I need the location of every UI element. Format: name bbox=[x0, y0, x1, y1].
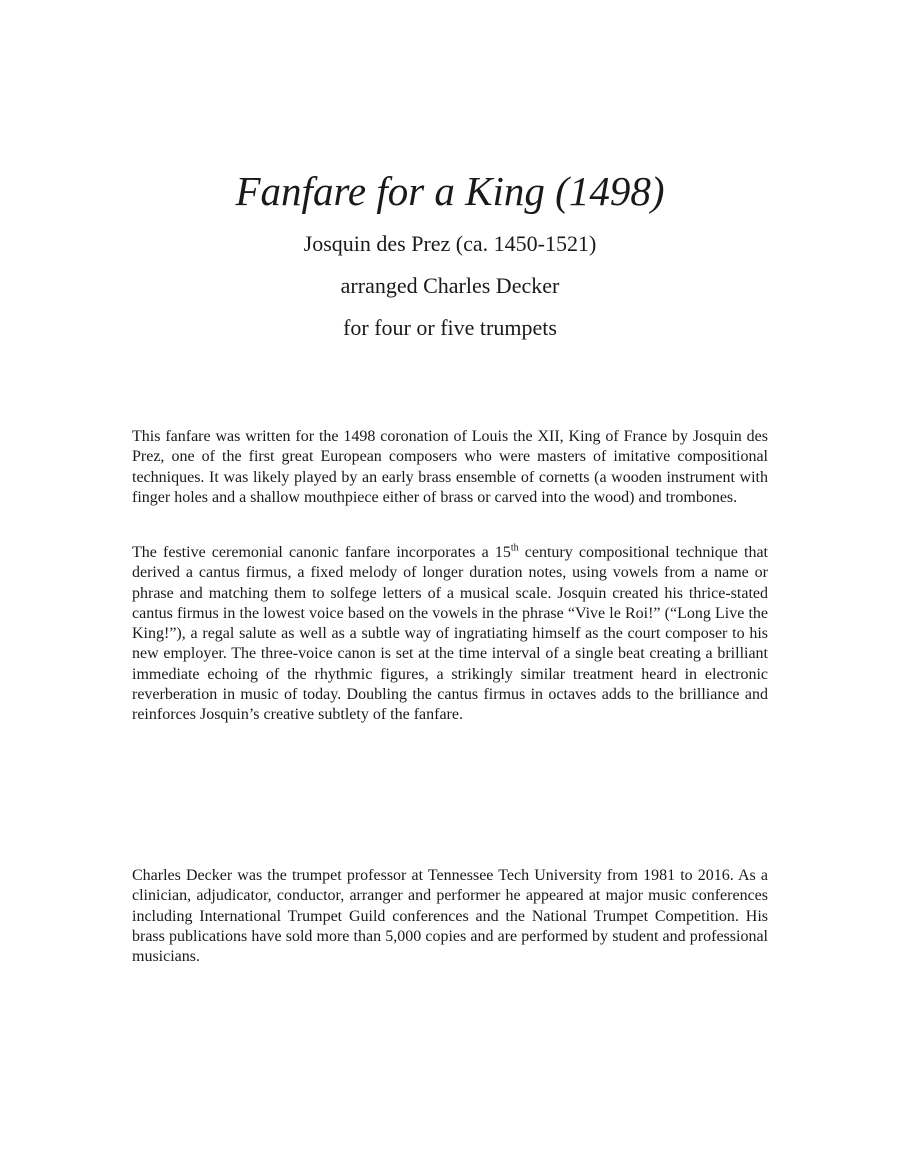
canon-text-start: The festive ceremonial canonic fanfare incorporates a 15 bbox=[132, 544, 511, 561]
ordinal-superscript: th bbox=[510, 542, 519, 554]
history-paragraph: This fanfare was written for the 1498 coronation of Louis the XII, King of France by Josquin des Prez, one of the first great European composers who were masters of imitative compositional techniques. It was likely played by an early brass ensemble of cornetts (a wooden instrument with finger holes and a shallow mouthpiece either of brass or carved into the wood) and trombones. bbox=[132, 428, 768, 506]
composer-line: Josquin des Prez (ca. 1450-1521) bbox=[303, 231, 597, 256]
canon-text-rest: century compositional technique that derived a cantus firmus, a fixed melody of longer duration notes, using vowels from a name or phrase and matching them to solfege letters of a musical scale. Josquin created his thrice-stated cantus firmus in the lowest voice based on the vowels in the phrase “Vive le Roi!” (“Long Live the King!”), a regal salute as well as a subtle way of ingratiating himself as the court composer to his new employer. The three-voice canon is set at the time interval of a single beat creating a brilliant immediate echoing of the rhythmic figures, a strikingly similar treatment heard in electronic reverberation in music of today. Doubling the cantus firmus in octaves adds to the brilliance and reinforces Josquin’s creative subtlety of the fanfare. bbox=[132, 544, 769, 724]
instrumentation-line: for four or five trumpets bbox=[343, 315, 557, 340]
arranger-bio-paragraph: Charles Decker was the trumpet professor at Tennessee Tech University from 1981 to 2016. As a clinician, adjudicator, conductor, arranger and performer he appeared at major music conferences including International Trumpet Guild conferences and the National Trumpet Competition. His brass publications have sold more than 5,000 copies and are performed by student and professional musicians. bbox=[132, 867, 768, 966]
page-title: Fanfare for a King (1498) bbox=[235, 168, 665, 214]
canon-paragraph bbox=[132, 543, 768, 726]
arranger-line: arranged Charles Decker bbox=[340, 273, 560, 298]
